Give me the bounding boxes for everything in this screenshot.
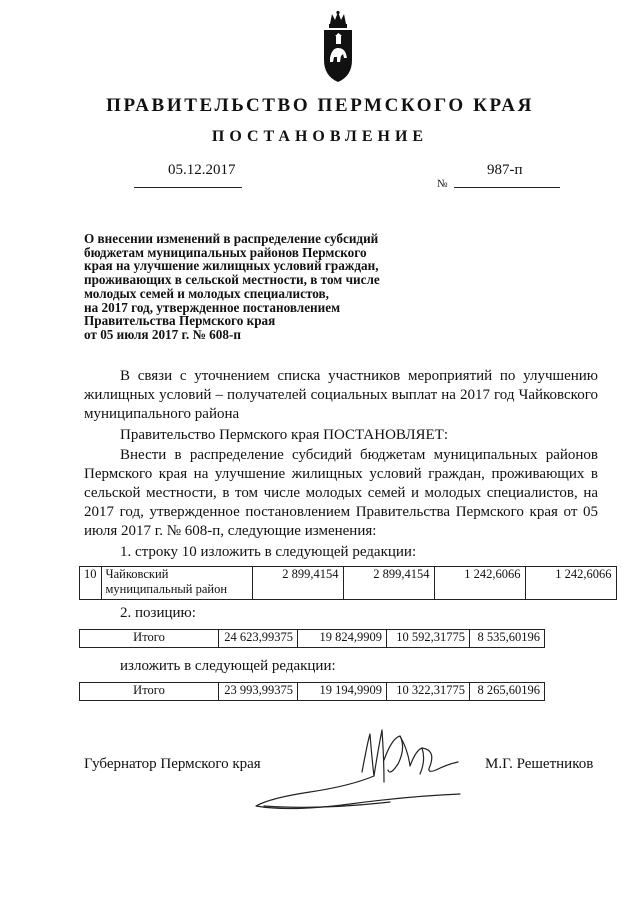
table-cell: 8 535,60196 bbox=[470, 630, 545, 648]
number-sign: № bbox=[437, 178, 448, 190]
total-label: Итого bbox=[80, 683, 219, 701]
table-cell: 10 322,31775 bbox=[387, 683, 470, 701]
document-date: 05.12.2017 bbox=[168, 162, 236, 178]
table-row bbox=[80, 567, 617, 600]
document-number: 987-п bbox=[487, 162, 523, 178]
subject-line: на 2017 год, утвержденное постановлением bbox=[84, 299, 341, 315]
total-label: Итого bbox=[80, 630, 219, 648]
paragraph-item-1: 1. строку 10 изложить в следующей редакции: bbox=[120, 544, 417, 560]
table-cell: 1 242,6066 bbox=[525, 567, 616, 600]
handwritten-signature bbox=[250, 720, 480, 820]
signatory-name: М.Г. Решетников bbox=[485, 756, 594, 772]
date-underline bbox=[134, 187, 242, 188]
document-subject bbox=[84, 232, 444, 342]
table-cell: 23 993,99375 bbox=[219, 683, 298, 701]
subject-line: бюджетам муниципальных районов Пермского bbox=[84, 244, 367, 260]
table-cell: 1 242,6066 bbox=[434, 567, 525, 600]
table-cell: 24 623,99375 bbox=[219, 630, 298, 648]
district-name-line: муниципальный район bbox=[105, 582, 228, 596]
table-cell: 19 194,9909 bbox=[298, 683, 387, 701]
table-cell: 19 824,9909 bbox=[298, 630, 387, 648]
paragraph-resolves: Правительство Пермского края ПОСТАНОВЛЯЕТ: bbox=[120, 427, 449, 443]
table-row-10 bbox=[79, 566, 617, 600]
subject-line: Правительства Пермского края bbox=[84, 313, 276, 329]
table-cell: 10 592,31775 bbox=[387, 630, 470, 648]
paragraph-changes: Внести в распределение субсидий бюджетам муниципальных районов Пермского края на улучшение жилищных условий граждан, проживающих в сельской местности, в том числе молодых семей и молодых специалистов, на 2017 год, утвержденное постановлением Правительства Пермского края от 05 июля 2017 г. № 608-п, следующие изменения: bbox=[84, 447, 598, 539]
district-name bbox=[101, 567, 252, 600]
table-old-total bbox=[79, 629, 545, 648]
signatory-title: Губернатор Пермского края bbox=[84, 756, 261, 772]
subject-line: О внесении изменений в распределение субсидий bbox=[84, 231, 379, 246]
paragraph-preamble: В связи с уточнением списка участников мероприятий по улучшению жилищных условий – получателей социальных выплат на 2017 год Чайковского муниципального района bbox=[84, 368, 598, 422]
subject-line: молодых семей и молодых специалистов, bbox=[84, 285, 329, 301]
subject-line: проживающих в сельской местности, в том числе bbox=[84, 272, 380, 288]
table-cell: 2 899,4154 bbox=[343, 567, 434, 600]
subject-line: края на улучшение жилищных условий граждан, bbox=[84, 258, 379, 274]
table-new-total bbox=[79, 682, 545, 701]
paragraph-item-2: 2. позицию: bbox=[120, 605, 196, 621]
subject-line: от 05 июля 2017 г. № 608-п bbox=[84, 326, 241, 342]
document-type: ПОСТАНОВЛЕНИЕ bbox=[211, 128, 429, 145]
table-cell: 2 899,4154 bbox=[252, 567, 343, 600]
district-name-line: Чайковский bbox=[105, 567, 169, 581]
table-cell: 8 265,60196 bbox=[470, 683, 545, 701]
perm-krai-coat-of-arms-icon bbox=[318, 10, 358, 88]
government-title: ПРАВИТЕЛЬСТВО ПЕРМСКОГО КРАЯ bbox=[106, 95, 534, 116]
row-number: 10 bbox=[80, 567, 102, 600]
paragraph-new-edition: изложить в следующей редакции: bbox=[120, 658, 336, 674]
table-row bbox=[80, 683, 545, 701]
table-row bbox=[80, 630, 545, 648]
number-underline bbox=[454, 187, 560, 188]
